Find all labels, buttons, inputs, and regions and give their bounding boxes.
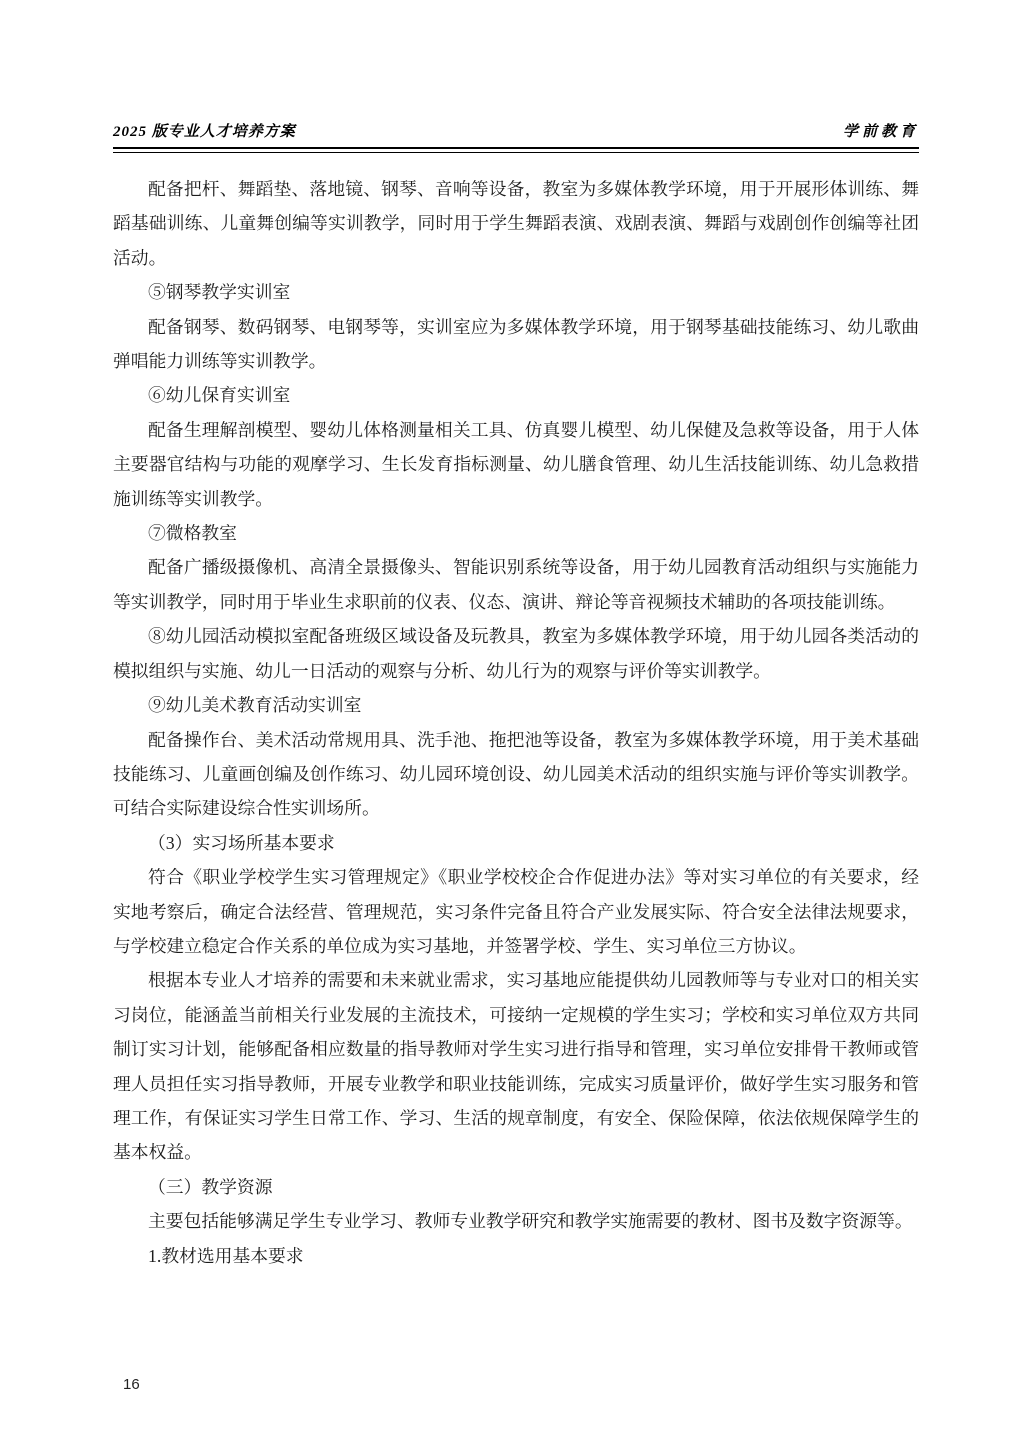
heading-internship-site-requirements: （3）实习场所基本要求 — [148, 832, 335, 853]
paragraph: ⑧幼儿园活动模拟室配备班级区域设备及玩教具，教室为多媒体教学环境，用于幼儿园各类活动的模拟组织与实施、幼儿一日活动的观察与分析、幼儿行为的观察与评价等实训教学。 — [113, 626, 919, 681]
paragraph: 配备生理解剖模型、婴幼儿体格测量相关工具、仿真婴儿模型、幼儿保健及急救等设备，用于人体主要器官结构与功能的观摩学习、生长发育指标测量、幼儿膳食管理、幼儿生活技能训练、幼儿急救措施训练等实训教学。 — [113, 419, 919, 509]
header-document-title: 2025 版专业人才培养方案 — [113, 124, 296, 140]
header-rule-thin — [113, 152, 919, 153]
paragraph: 配备把杆、舞蹈垫、落地镜、钢琴、音响等设备，教室为多媒体教学环境，用于开展形体训练、舞蹈基础训练、儿童舞创编等实训教学，同时用于学生舞蹈表演、戏剧表演、舞蹈与戏剧创作创编等社团活动。 — [113, 179, 919, 268]
paragraph: 符合《职业学校学生实习管理规定》《职业学校校企合作促进办法》等对实习单位的有关要求，经实地考察后，确定合法经营、管理规范，实习条件完备且符合产业发展实际、符合安全法律法规要求，与学校建立稳定合作关系的单位成为实习基地，并签署学校、学生、实习单位三方协议。 — [113, 867, 919, 956]
page-header — [113, 120, 919, 141]
heading-micro-teaching-room: ⑦微格教室 — [148, 523, 237, 544]
page-number: 16 — [123, 1376, 140, 1393]
paragraph: 配备钢琴、数码钢琴、电钢琴等，实训室应为多媒体教学环境，用于钢琴基础技能练习、幼儿歌曲弹唱能力训练等实训教学。 — [113, 316, 919, 372]
heading-childcare-training-room: ⑥幼儿保育实训室 — [148, 385, 291, 406]
paragraph: 配备操作台、美术活动常规用具、洗手池、拖把池等设备，教室为多媒体教学环境，用于美术基础技能练习、儿童画创编及创作练习、幼儿园环境创设、幼儿园美术活动的组织实施与评价等实训教学。可结合实际建设综合性实训场所。 — [113, 729, 919, 819]
heading-teaching-resources: （三）教学资源 — [148, 1176, 273, 1197]
header-section-title: 学前教育 — [842, 124, 919, 140]
document-body — [113, 172, 919, 1273]
paragraph: 根据本专业人才培养的需要和未来就业需求，实习基地应能提供幼儿园教师等与专业对口的相关实习岗位，能涵盖当前相关行业发展的主流技术，可接纳一定规模的学生实习；学校和实习单位双方共同制订实习计划，能够配备相应数量的指导教师对学生实习进行指导和管理，实习单位安排骨干教师或管理人员担任实习指导教师，开展专业教学和职业技能训练，完成实习质量评价，做好学生实习服务和管理工作，有保证实习学生日常工作、学习、生活的规章制度，有安全、保险保障，依法依规保障学生的基本权益。 — [113, 970, 919, 1163]
page-footer — [123, 1376, 140, 1393]
heading-textbook-selection: 1.教材选用基本要求 — [148, 1245, 304, 1266]
paragraph: 主要包括能够满足学生专业学习、教师专业教学研究和教学实施需要的教材、图书及数字资源等。 — [148, 1211, 913, 1232]
heading-art-education-training-room: ⑨幼儿美术教育活动实训室 — [148, 695, 362, 716]
paragraph: 配备广播级摄像机、高清全景摄像头、智能识别系统等设备，用于幼儿园教育活动组织与实施能力等实训教学，同时用于毕业生求职前的仪表、仪态、演讲、辩论等音视频技术辅助的各项技能训练。 — [113, 557, 919, 612]
heading-piano-training-room: ⑤钢琴教学实训室 — [148, 282, 291, 303]
header-rule-thick — [113, 147, 919, 149]
